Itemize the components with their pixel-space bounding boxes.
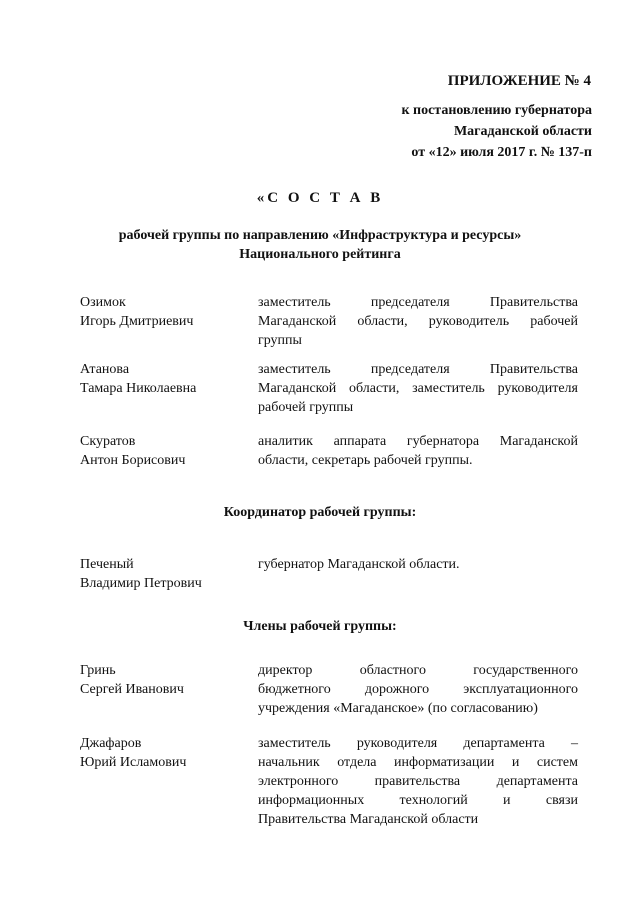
member-role xyxy=(258,432,578,470)
member-given-names: Антон Борисович xyxy=(80,453,186,468)
member-name xyxy=(80,734,250,772)
member-role-line: учреждения «Магаданское» (по согласованию) xyxy=(258,701,538,716)
member-role-line: заместитель председателя Правительства xyxy=(258,362,578,377)
member-role-line: Правительства Магаданской области xyxy=(258,812,479,827)
member-name xyxy=(80,555,250,593)
member-surname: Печеный xyxy=(80,557,134,572)
member-role xyxy=(258,555,578,574)
member-surname: Гринь xyxy=(80,663,116,678)
member-role-line: электронного правительства департамента xyxy=(258,774,578,789)
member-role-line: аналитик аппарата губернатора Магаданской xyxy=(258,434,578,449)
member-name xyxy=(80,293,250,331)
appendix-line-region: Магаданской области xyxy=(453,124,592,139)
member-role-line: информационных технологий и связи xyxy=(258,793,578,808)
member-role xyxy=(258,661,578,718)
member-surname: Скуратов xyxy=(80,434,136,449)
member-given-names: Юрий Исламович xyxy=(80,755,187,770)
appendix-block xyxy=(332,70,592,163)
member-surname: Озимок xyxy=(80,295,126,310)
member-name xyxy=(80,360,250,398)
member-given-names: Игорь Дмитриевич xyxy=(80,314,194,329)
member-given-names: Сергей Иванович xyxy=(80,682,184,697)
member-role xyxy=(258,360,578,417)
member-name xyxy=(80,661,250,699)
subtitle-line-1: рабочей группы по направлению «Инфраструктура и ресурсы» xyxy=(118,228,522,243)
member-role-line: группы xyxy=(258,333,302,348)
appendix-line-date: от «12» июля 2017 г. № 137-п xyxy=(411,145,592,160)
member-surname: Атанова xyxy=(80,362,130,377)
member-surname: Джафаров xyxy=(80,736,142,751)
member-role xyxy=(258,734,578,829)
members-heading: Члены рабочей группы: xyxy=(243,619,397,634)
member-role-line: бюджетного дорожного эксплуатационного xyxy=(258,682,578,697)
member-name xyxy=(80,432,250,470)
document-title: «С О С Т А В xyxy=(256,190,384,206)
member-role-line: заместитель председателя Правительства xyxy=(258,295,578,310)
appendix-title: ПРИЛОЖЕНИЕ № 4 xyxy=(447,73,591,89)
document-subtitle xyxy=(60,226,580,264)
member-role xyxy=(258,293,578,350)
appendix-line-decree: к постановлению губернатора xyxy=(401,103,592,118)
subtitle-line-2: Национального рейтинга xyxy=(239,247,401,262)
member-role-line: директор областного государственного xyxy=(258,663,578,678)
member-role-line: начальник отдела информатизации и систем xyxy=(258,755,578,770)
member-given-names: Тамара Николаевна xyxy=(80,381,197,396)
member-role-line: Магаданской области, руководитель рабочей xyxy=(258,314,578,329)
member-role-line: области, секретарь рабочей группы. xyxy=(258,453,473,468)
member-given-names: Владимир Петрович xyxy=(80,576,202,591)
member-role-line: рабочей группы xyxy=(258,400,354,415)
coordinator-heading: Координатор рабочей группы: xyxy=(223,505,417,520)
member-role-line: заместитель руководителя департамента – xyxy=(258,736,578,751)
member-role-line: Магаданской области, заместитель руководителя xyxy=(258,381,578,396)
member-role-line: губернатор Магаданской области. xyxy=(258,557,460,572)
